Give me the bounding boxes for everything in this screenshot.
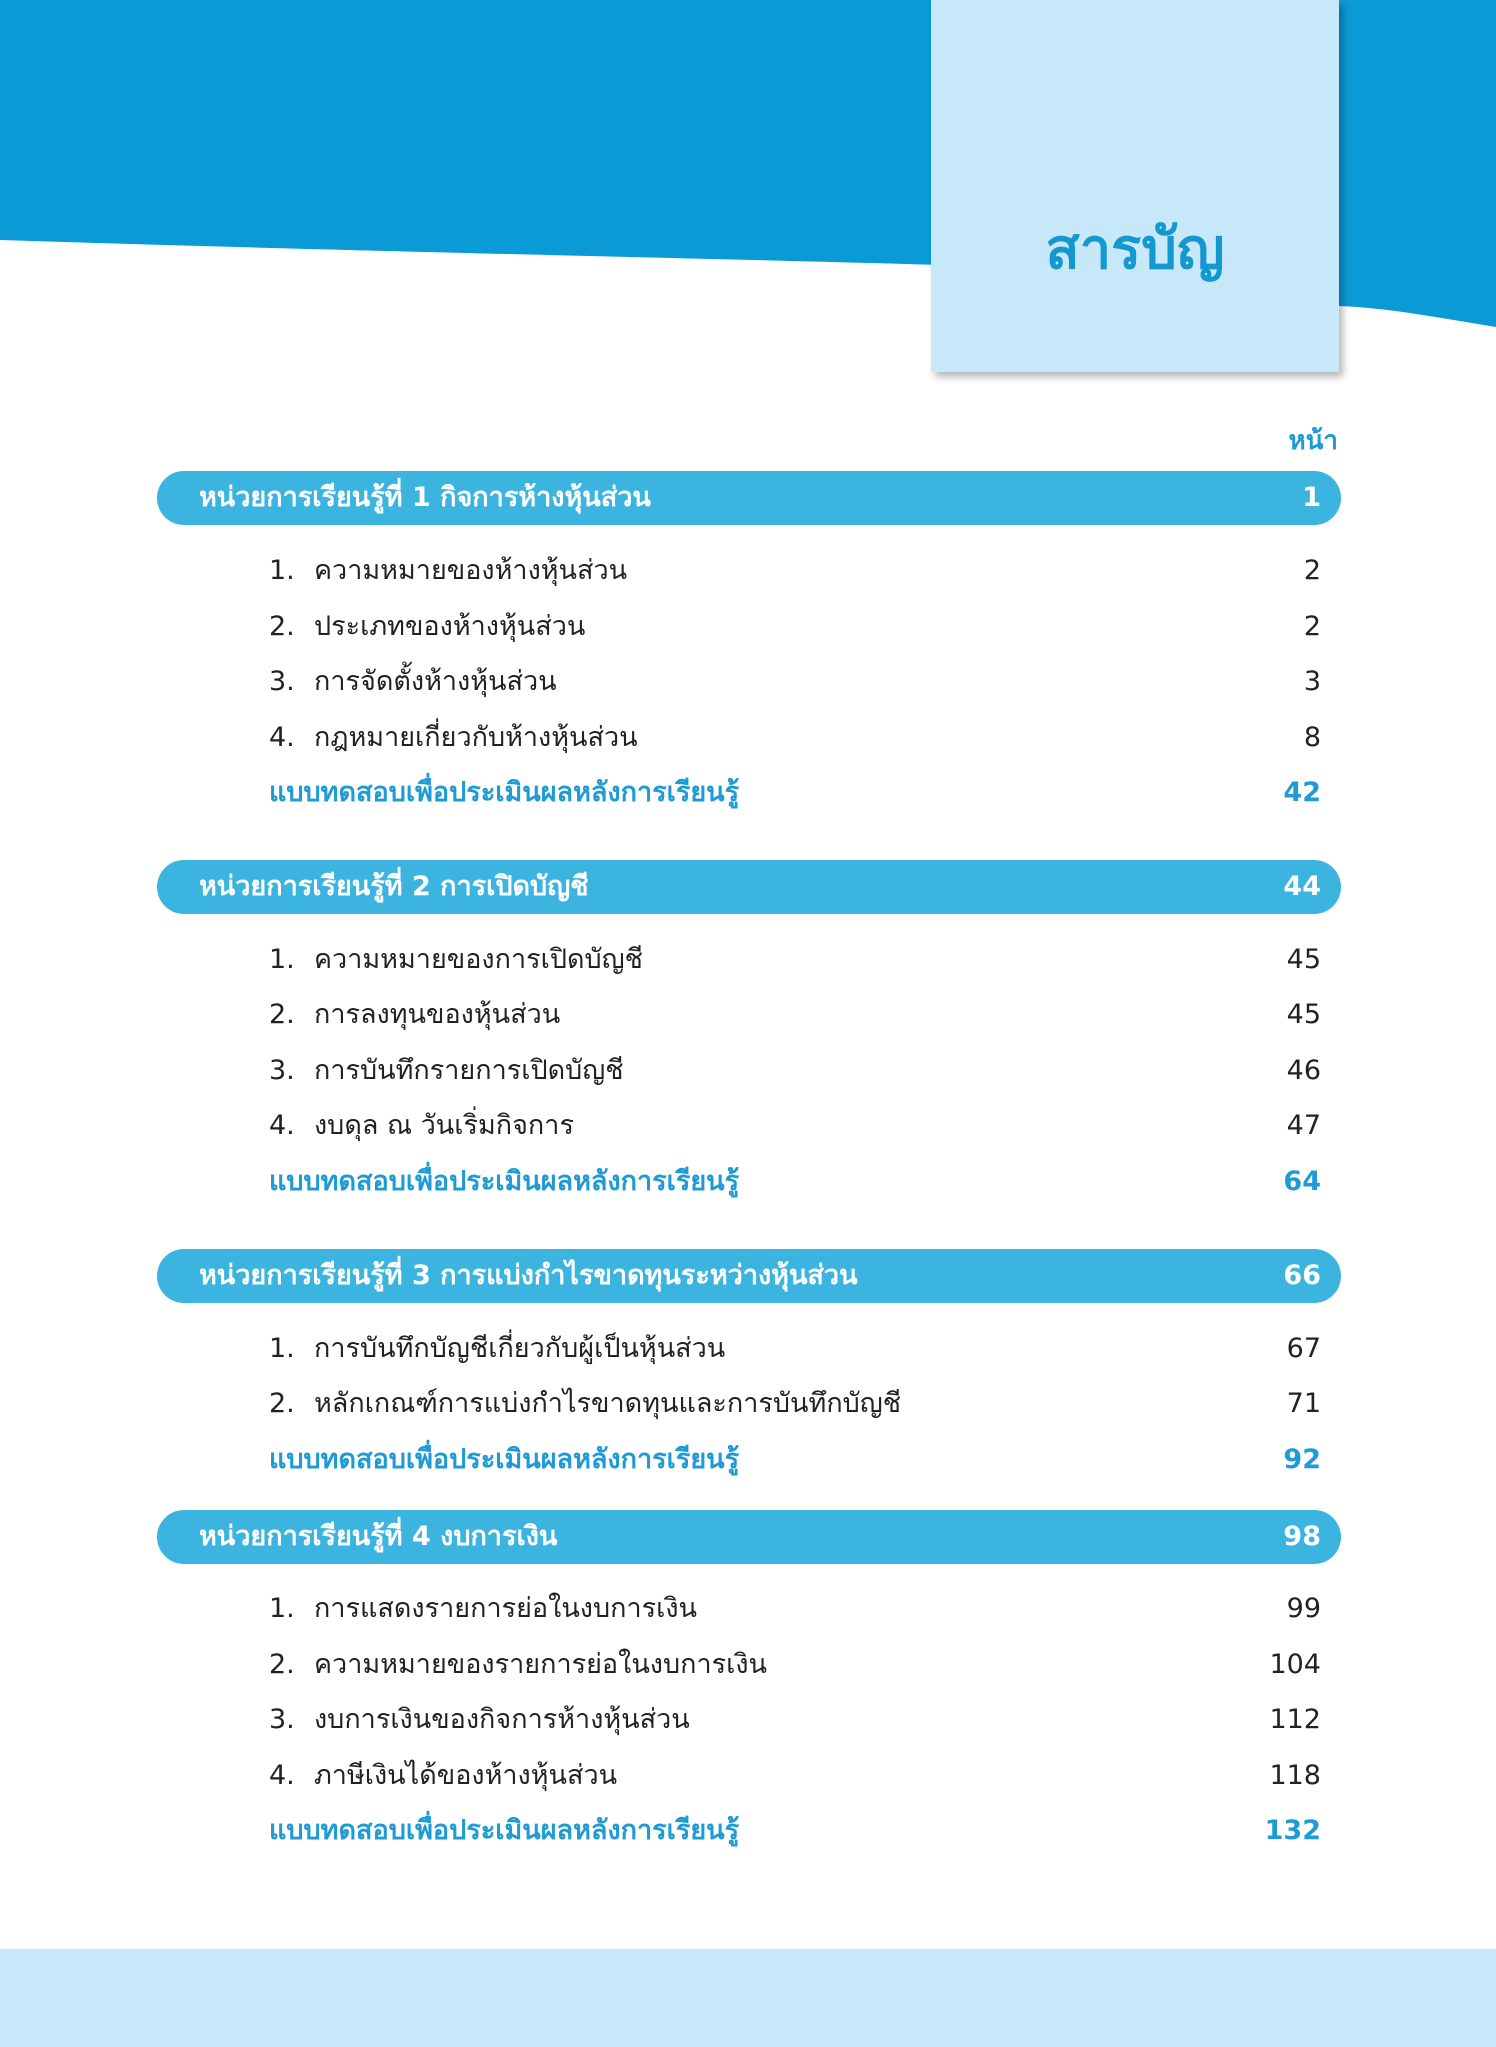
unit-title: หน่วยการเรียนรู้ที่ 4 งบการเงิน <box>199 1521 558 1552</box>
quiz-title: แบบทดสอบเพื่อประเมินผลหลังการเรียนรู้ <box>269 1444 740 1475</box>
title-box <box>931 0 1339 372</box>
item-number: 3. <box>269 1055 295 1086</box>
item-title: ประเภทของห้างหุ้นส่วน <box>314 611 586 642</box>
unit-heading-4[interactable] <box>157 1510 1341 1564</box>
toc-item[interactable] <box>157 1049 1341 1093</box>
item-page-number: 3 <box>1303 666 1321 697</box>
item-title: งบการเงินของกิจการห้างหุ้นส่วน <box>314 1704 690 1735</box>
item-page-number: 104 <box>1269 1649 1321 1680</box>
unit-page-number: 1 <box>1302 482 1321 513</box>
toc-item[interactable] <box>157 605 1341 649</box>
item-number: 2. <box>269 999 295 1030</box>
quiz-title: แบบทดสอบเพื่อประเมินผลหลังการเรียนรู้ <box>269 777 740 808</box>
footer-band <box>0 1949 1496 2047</box>
item-title: งบดุล ณ วันเริ่มกิจการ <box>314 1110 574 1141</box>
item-number: 1. <box>269 944 295 975</box>
item-page-number: 112 <box>1269 1704 1321 1735</box>
item-number: 2. <box>269 1388 295 1419</box>
unit-title: หน่วยการเรียนรู้ที่ 3 การแบ่งกำไรขาดทุนระหว่างหุ้นส่วน <box>199 1260 858 1291</box>
item-title: ความหมายของรายการย่อในงบการเงิน <box>314 1649 767 1680</box>
toc-item[interactable] <box>157 1698 1341 1742</box>
item-page-number: 2 <box>1303 611 1321 642</box>
item-title: หลักเกณฑ์การแบ่งกำไรขาดทุนและการบันทึกบัญชี <box>314 1388 902 1419</box>
item-page-number: 2 <box>1303 555 1321 586</box>
quiz-page-number: 92 <box>1283 1444 1321 1475</box>
toc-quiz-item[interactable] <box>157 1160 1341 1204</box>
page-title: สารบัญ <box>1045 217 1225 282</box>
item-title: การบันทึกรายการเปิดบัญชี <box>314 1055 624 1086</box>
unit-page-number: 98 <box>1283 1521 1321 1552</box>
toc-quiz-item[interactable] <box>157 1438 1341 1482</box>
toc-item[interactable] <box>157 1643 1341 1687</box>
item-title: ความหมายของห้างหุ้นส่วน <box>314 555 628 586</box>
item-title: การลงทุนของหุ้นส่วน <box>314 999 561 1030</box>
item-page-number: 67 <box>1286 1333 1321 1364</box>
item-number: 1. <box>269 1333 295 1364</box>
item-number: 4. <box>269 1110 295 1141</box>
page-column-label: หน้า <box>1288 426 1338 456</box>
toc-item[interactable] <box>157 1587 1341 1631</box>
unit-heading-1[interactable] <box>157 471 1341 525</box>
toc-item[interactable] <box>157 1104 1341 1148</box>
quiz-title: แบบทดสอบเพื่อประเมินผลหลังการเรียนรู้ <box>269 1815 740 1846</box>
toc-item[interactable] <box>157 1327 1341 1371</box>
item-title: ภาษีเงินได้ของห้างหุ้นส่วน <box>314 1760 618 1791</box>
toc-quiz-item[interactable] <box>157 771 1341 815</box>
item-title: การแสดงรายการย่อในงบการเงิน <box>314 1593 697 1624</box>
toc-item[interactable] <box>157 1382 1341 1426</box>
quiz-page-number: 42 <box>1283 777 1321 808</box>
item-page-number: 71 <box>1286 1388 1321 1419</box>
item-title: กฎหมายเกี่ยวกับห้างหุ้นส่วน <box>314 722 638 753</box>
quiz-title: แบบทดสอบเพื่อประเมินผลหลังการเรียนรู้ <box>269 1166 740 1197</box>
unit-page-number: 66 <box>1283 1260 1321 1291</box>
unit-heading-2[interactable] <box>157 860 1341 914</box>
toc-quiz-item[interactable] <box>157 1809 1341 1853</box>
item-number: 1. <box>269 555 295 586</box>
quiz-page-number: 132 <box>1264 1815 1321 1846</box>
item-number: 1. <box>269 1593 295 1624</box>
item-number: 3. <box>269 666 295 697</box>
item-page-number: 45 <box>1286 944 1321 975</box>
unit-title: หน่วยการเรียนรู้ที่ 2 การเปิดบัญชี <box>199 871 589 902</box>
item-title: ความหมายของการเปิดบัญชี <box>314 944 643 975</box>
unit-heading-3[interactable] <box>157 1249 1341 1303</box>
toc-item[interactable] <box>157 1754 1341 1798</box>
item-page-number: 118 <box>1269 1760 1321 1791</box>
item-page-number: 99 <box>1286 1593 1321 1624</box>
item-page-number: 47 <box>1286 1110 1321 1141</box>
item-title: การจัดตั้งห้างหุ้นส่วน <box>314 666 557 697</box>
toc-item[interactable] <box>157 993 1341 1037</box>
item-number: 2. <box>269 1649 295 1680</box>
toc-item[interactable] <box>157 938 1341 982</box>
item-page-number: 8 <box>1303 722 1321 753</box>
unit-page-number: 44 <box>1283 871 1321 902</box>
toc-item[interactable] <box>157 660 1341 704</box>
toc-item[interactable] <box>157 716 1341 760</box>
unit-title: หน่วยการเรียนรู้ที่ 1 กิจการห้างหุ้นส่วน <box>199 482 651 513</box>
quiz-page-number: 64 <box>1283 1166 1321 1197</box>
item-page-number: 46 <box>1286 1055 1321 1086</box>
toc-item[interactable] <box>157 549 1341 593</box>
item-page-number: 45 <box>1286 999 1321 1030</box>
item-title: การบันทึกบัญชีเกี่ยวกับผู้เป็นหุ้นส่วน <box>314 1333 726 1364</box>
item-number: 3. <box>269 1704 295 1735</box>
item-number: 4. <box>269 1760 295 1791</box>
item-number: 2. <box>269 611 295 642</box>
item-number: 4. <box>269 722 295 753</box>
